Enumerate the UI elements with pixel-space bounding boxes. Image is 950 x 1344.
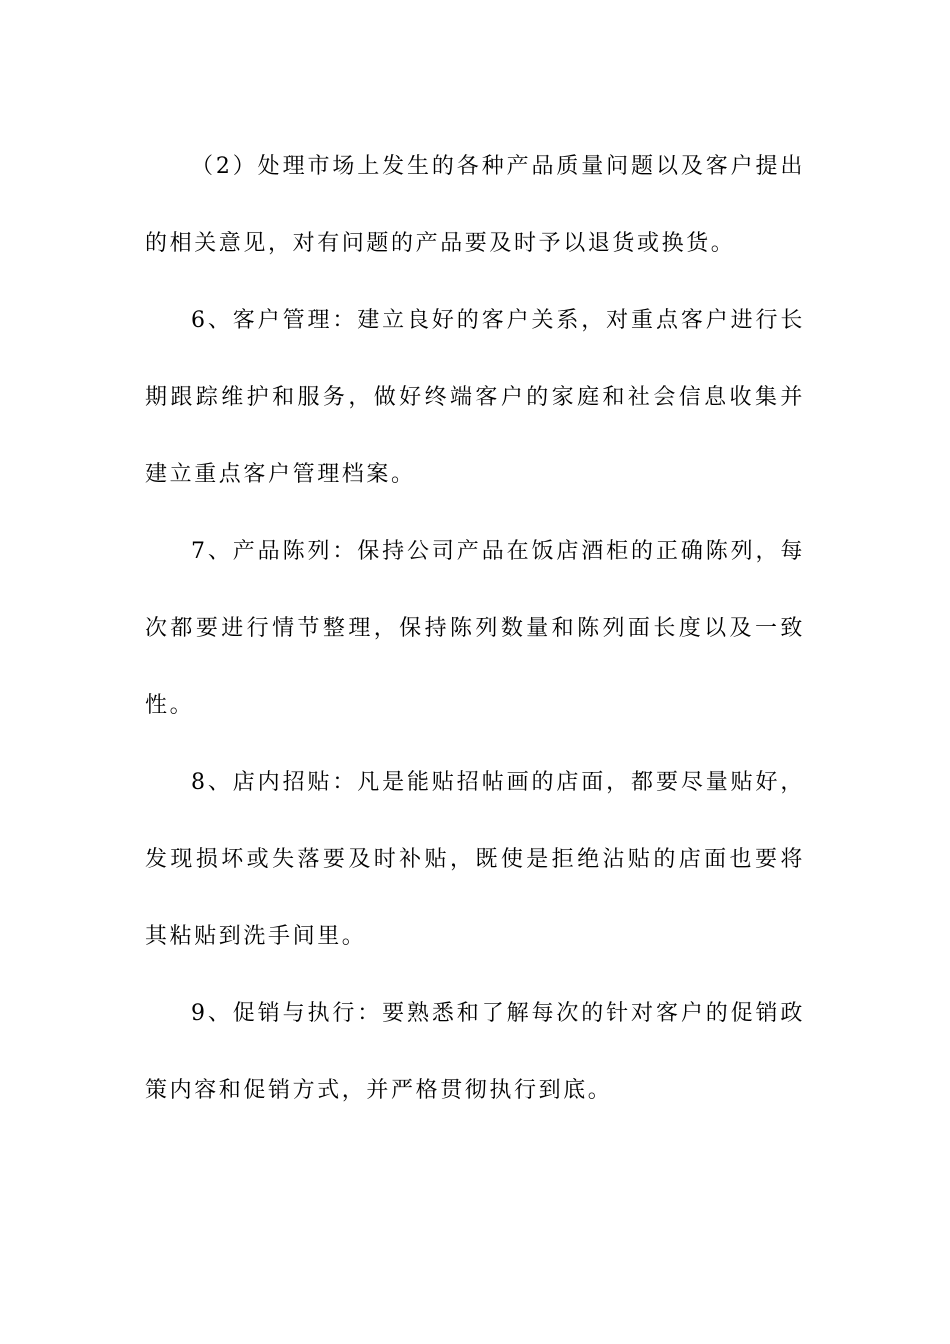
paragraph-product-quality: （2）处理市场上发生的各种产品质量问题以及客户提出的相关意见，对有问题的产品要及时予以退货或换货。 (145, 154, 805, 256)
paragraph-in-store-posters: 8、店内招贴：凡是能贴招帖画的店面，都要尽量贴好，发现损坏或失落要及时补贴，既使是拒绝沾贴的店面也要将其粘贴到洗手间里。 (145, 770, 805, 949)
document-body (145, 128, 805, 1129)
paragraph-promotion-execution: 9、促销与执行：要熟悉和了解每次的针对客户的促销政策内容和促销方式，并严格贯彻执行到底。 (145, 1001, 805, 1103)
paragraph-product-display: 7、产品陈列：保持公司产品在饭店酒柜的正确陈列，每次都要进行情节整理，保持陈列数量和陈列面长度以及一致性。 (145, 539, 805, 718)
paragraph-customer-management: 6、客户管理：建立良好的客户关系，对重点客户进行长期跟踪维护和服务，做好终端客户的家庭和社会信息收集并建立重点客户管理档案。 (145, 308, 805, 487)
